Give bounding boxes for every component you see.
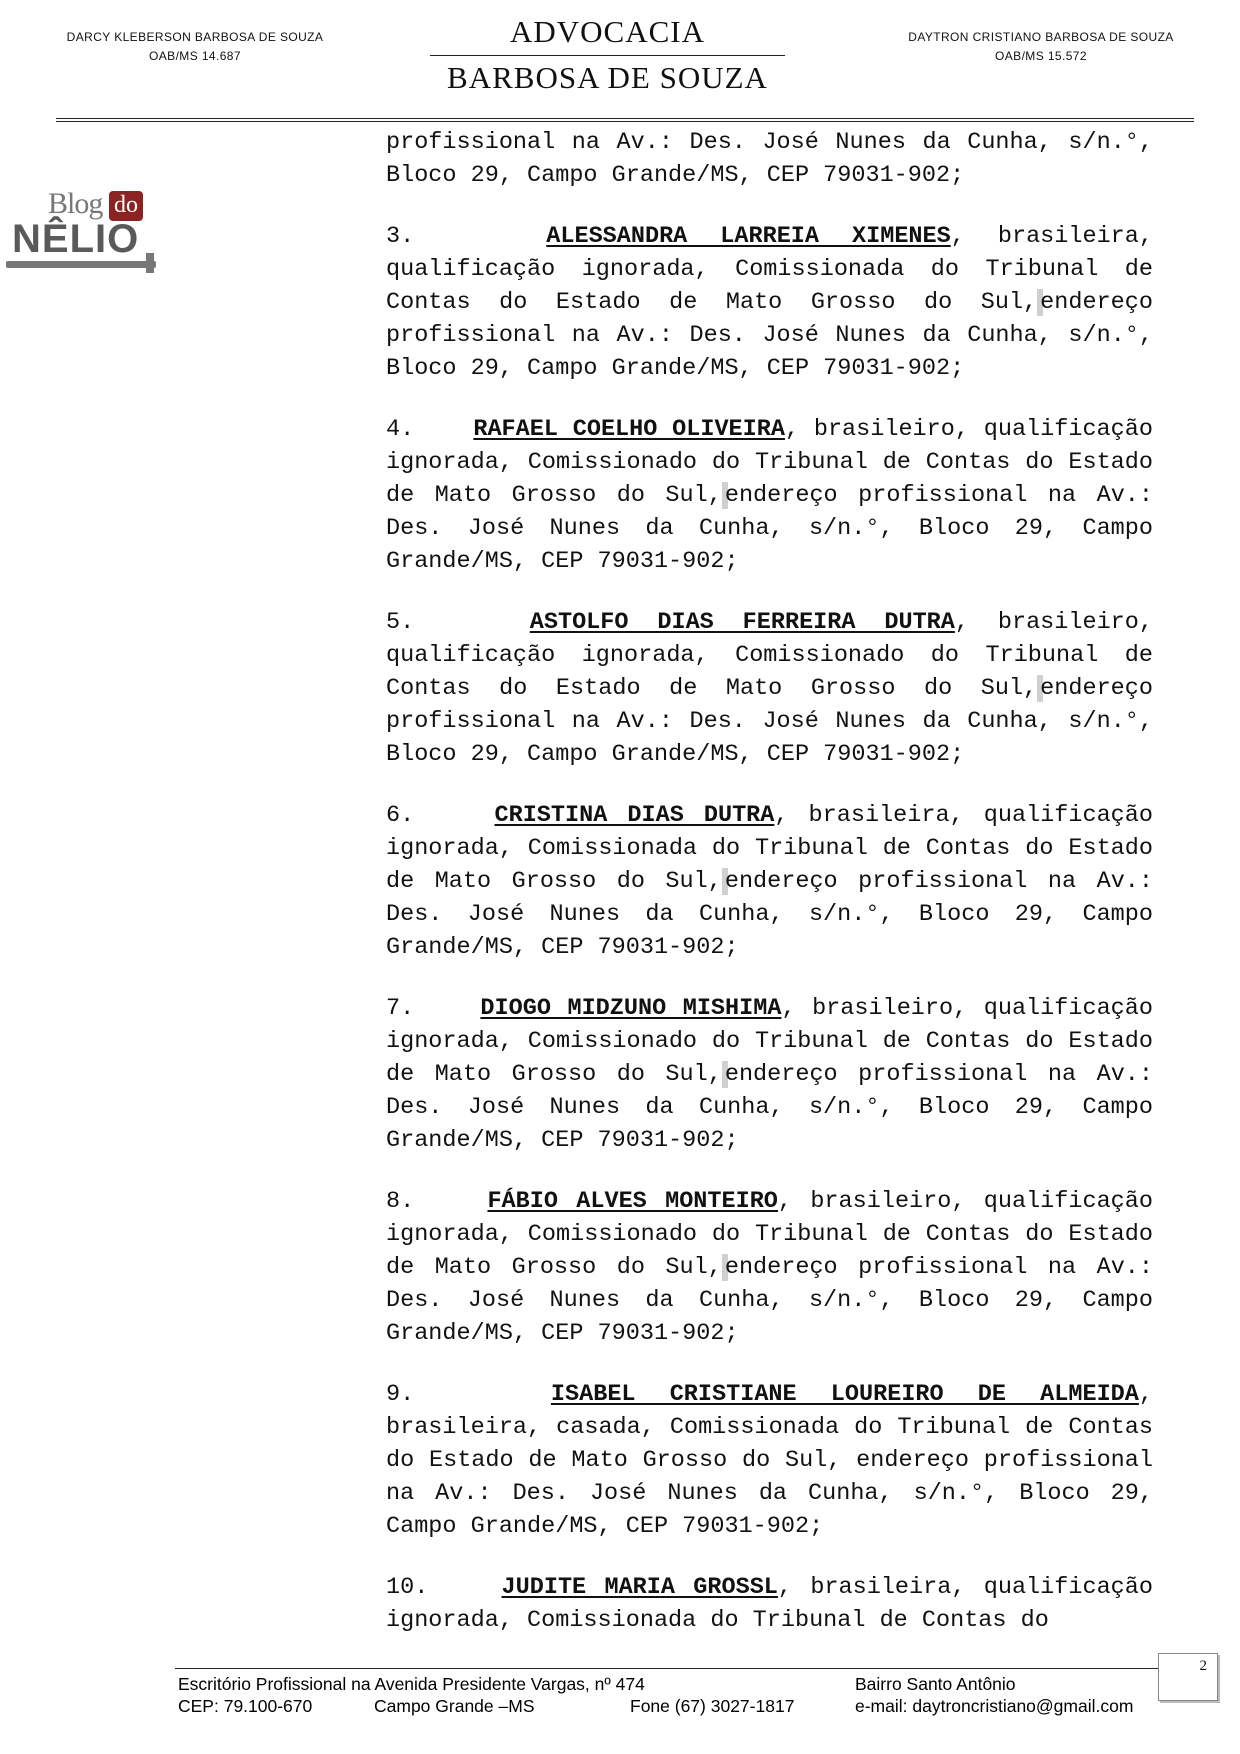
entry-paragraph — [386, 1571, 1153, 1637]
right-lawyer-name: DAYTRON CRISTIANO BARBOSA DE SOUZA — [908, 30, 1174, 44]
entry-paragraph — [386, 606, 1153, 771]
footer-email: e-mail: daytroncristiano@gmail.com — [855, 1696, 1134, 1716]
firm-title-bottom: BARBOSA DE SOUZA — [447, 60, 768, 95]
continuation-paragraph: profissional na Av.: Des. José Nunes da Cunha, s/n.°, Bloco 29, Campo Grande/MS, CEP 79031-902; — [386, 129, 1153, 189]
entry-qualification: , brasileiro, qualificação ignorada, Comissionado do Tribunal de Contas do Estado de Mato Grosso do Sul, — [386, 995, 1153, 1088]
footer-phone: Fone (67) 3027-1817 — [630, 1696, 795, 1716]
entry-number: 10. — [386, 1574, 429, 1601]
left-lawyer-oab: OAB/MS 14.687 — [149, 49, 241, 63]
entry-address: endereço profissional na Av.: Des. José Nunes da Cunha, s/n.°, Bloco 29, Campo Grande/MS, CEP 79031-902; — [386, 482, 1153, 575]
entry-number: 9. — [386, 1381, 415, 1408]
entry-qualification: , brasileiro, qualificação ignorada, Comissionado do Tribunal de Contas do Estado de Mato Grosso do Sul, — [386, 609, 1153, 702]
entry-paragraph — [386, 1378, 1153, 1543]
document-body — [386, 126, 1153, 1665]
right-lawyer — [896, 28, 1186, 66]
entry-qualification: , brasileira, casada, Comissionada do Tribunal de Contas do Estado de Mato Grosso do Sul, endereço profissional na Av.: Des. José Nunes da Cunha, s/n.°, Bloco 29, Campo Grande/MS, CEP 79031-902; — [386, 1381, 1153, 1540]
blog-logo — [6, 187, 158, 275]
entry-qualification: , brasileira, qualificação ignorada, Comissionada do Tribunal de Contas do Estado de Mato Grosso do Sul, — [386, 223, 1153, 316]
entry-name: ISABEL CRISTIANE LOUREIRO DE ALMEIDA — [550, 1381, 1139, 1408]
entry-address: endereço profissional na Av.: Des. José Nunes da Cunha, s/n.°, Bloco 29, Campo Grande/MS, CEP 79031-902; — [386, 1061, 1153, 1154]
footer-divider — [175, 1668, 1165, 1669]
entry-number: 5. — [386, 609, 415, 636]
entry-paragraph — [386, 799, 1153, 964]
entry-paragraph — [386, 1185, 1153, 1350]
entry-name: CRISTINA DIAS DUTRA — [494, 802, 775, 829]
header-divider — [56, 118, 1194, 122]
entry-address: endereço profissional na Av.: Des. José Nunes da Cunha, s/n.°, Bloco 29, Campo Grande/MS, CEP 79031-902; — [386, 1254, 1153, 1347]
entry-number: 8. — [386, 1188, 415, 1215]
logo-underline-end — [146, 253, 154, 273]
footer-city: Campo Grande –MS — [374, 1696, 535, 1716]
logo-do-badge: do — [109, 191, 143, 221]
logo-blog-text: Blog — [48, 187, 103, 220]
entry-paragraph — [386, 220, 1153, 385]
entry-paragraph — [386, 992, 1153, 1157]
firm-title-top: ADVOCACIA — [510, 14, 705, 49]
page-number-box — [1158, 1653, 1218, 1701]
entry-number: 3. — [386, 223, 415, 250]
left-lawyer-name: DARCY KLEBERSON BARBOSA DE SOUZA — [66, 30, 324, 44]
firm-title-divider — [430, 55, 785, 56]
entry-number: 7. — [386, 995, 415, 1022]
entry-qualification: , brasileiro, qualificação ignorada, Comissionado do Tribunal de Contas do Estado de Mato Grosso do Sul, — [386, 416, 1153, 509]
footer-cep: CEP: 79.100-670 — [178, 1696, 313, 1716]
entry-paragraph — [386, 413, 1153, 578]
footer-district: Bairro Santo Antônio — [855, 1674, 1016, 1694]
footer-office: Escritório Profissional na Avenida Presidente Vargas, nº 474 — [178, 1674, 645, 1694]
entry-number: 4. — [386, 416, 415, 443]
entry-name: DIOGO MIDZUNO MISHIMA — [480, 995, 782, 1022]
entry-name: RAFAEL COELHO OLIVEIRA — [473, 416, 785, 443]
entry-address: endereço profissional na Av.: Des. José Nunes da Cunha, s/n.°, Bloco 29, Campo Grande/MS, CEP 79031-902; — [386, 868, 1153, 961]
entry-qualification: , brasileira, qualificação ignorada, Comissionada do Tribunal de Contas do — [386, 1574, 1153, 1634]
entry-qualification: , brasileiro, qualificação ignorada, Comissionado do Tribunal de Contas do Estado de Mato Grosso do Sul, — [386, 1188, 1153, 1281]
entry-name: JUDITE MARIA GROSSL — [501, 1574, 778, 1601]
logo-nelio-text: NÊLIO — [12, 217, 140, 261]
right-lawyer-oab: OAB/MS 15.572 — [995, 49, 1087, 63]
page-footer — [178, 1673, 1158, 1717]
entry-name: FÁBIO ALVES MONTEIRO — [487, 1188, 778, 1215]
entry-number: 6. — [386, 802, 415, 829]
left-lawyer — [55, 28, 335, 66]
entry-address: endereço profissional na Av.: Des. José Nunes da Cunha, s/n.°, Bloco 29, Campo Grande/MS, CEP 79031-902; — [386, 675, 1153, 768]
entry-qualification: , brasileira, qualificação ignorada, Comissionada do Tribunal de Contas do Estado de Mato Grosso do Sul, — [386, 802, 1153, 895]
firm-title — [430, 12, 785, 98]
page-number: 2 — [1199, 1658, 1207, 1674]
logo-underline — [6, 261, 156, 268]
entry-name: ALESSANDRA LARREIA XIMENES — [546, 223, 951, 250]
entry-address: endereço profissional na Av.: Des. José Nunes da Cunha, s/n.°, Bloco 29, Campo Grande/MS, CEP 79031-902; — [386, 289, 1153, 382]
entry-name: ASTOLFO DIAS FERREIRA DUTRA — [529, 609, 955, 636]
